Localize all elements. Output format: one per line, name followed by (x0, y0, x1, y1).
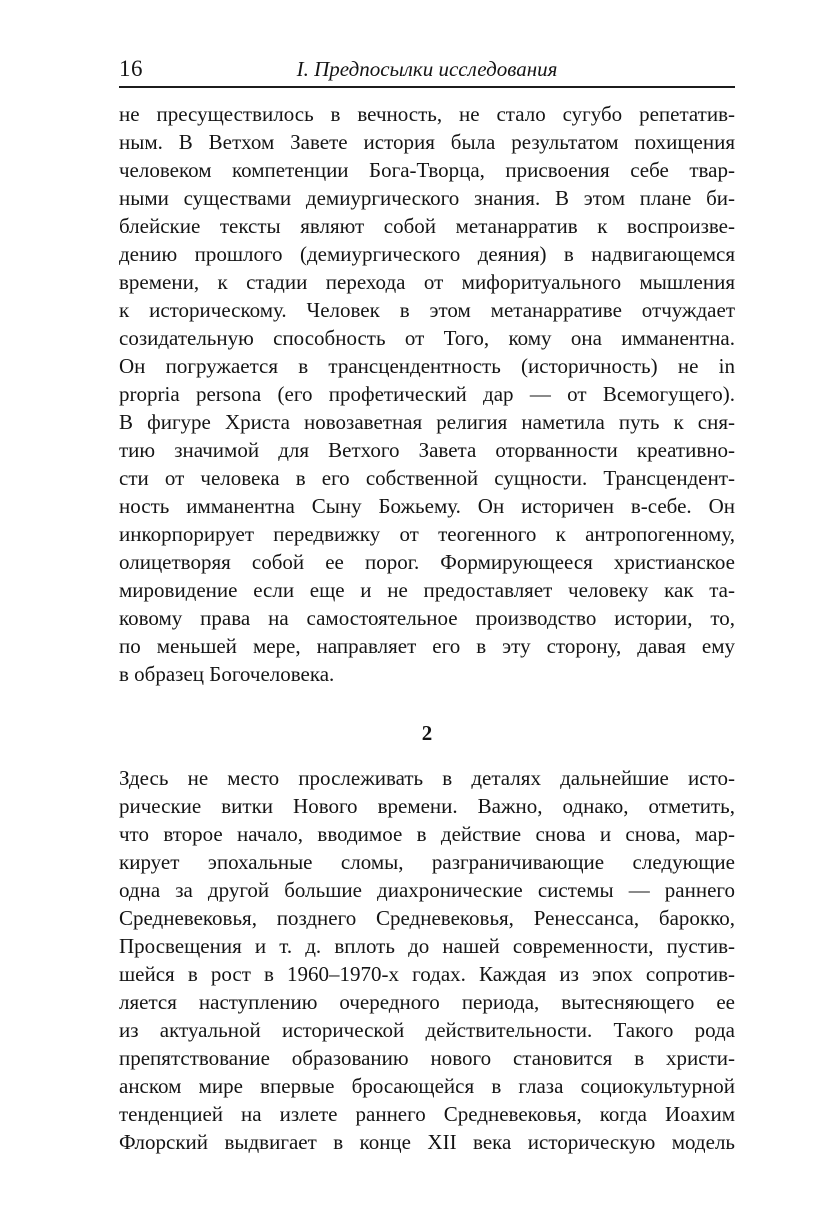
paragraph (119, 764, 735, 1156)
text-line: Здесь не место прослеживать в деталях дальнейшие исто- (119, 766, 735, 790)
text-line: препятствование образованию нового становится в христи- (119, 1046, 735, 1070)
text-line: ковому права на самостоятельное производство истории, то, (119, 606, 735, 630)
text-line: тенденцией на излете раннего Средневековья, когда Иоахим (119, 1102, 735, 1126)
text-line: рические витки Нового времени. Важно, однако, отметить, (119, 794, 735, 818)
text-line: дению прошлого (демиургического деяния) в надвигающемся (119, 242, 735, 266)
text-line: из актуальной исторической действительности. Такого рода (119, 1018, 735, 1042)
text-line: созидательную способность от Того, кому она имманентна. (119, 326, 735, 350)
section-number: 2 (421, 721, 433, 745)
text-line: кирует эпохальные сломы, разграничивающие следующие (119, 850, 735, 874)
text-line: инкорпорирует передвижку от теогенного к антропогенному, (119, 522, 735, 546)
text-line: что второе начало, вводимое в действие снова и снова, мар- (119, 822, 735, 846)
text-line: шейся в рост в 1960–1970-х годах. Каждая из эпох сопротив- (119, 962, 735, 986)
text-line: propria persona (его профетический дар — от Всемогущего). (119, 382, 735, 406)
page-body (119, 100, 735, 1156)
page-number: 16 (119, 56, 143, 81)
text-line: блейские тексты являют собой метанарратив к воспроизве- (119, 214, 735, 238)
text-line: олицетворяя собой ее порог. Формирующееся христианское (119, 550, 735, 574)
text-line: анском мире впервые бросающейся в глаза социокультурной (119, 1074, 735, 1098)
text-line: Флорский выдвигает в конце XII века историческую модель (119, 1130, 735, 1154)
text-line: В фигуре Христа новозаветная религия наметила путь к сня- (119, 410, 735, 434)
text-line: тию значимой для Ветхого Завета оторванности креативно- (119, 438, 735, 462)
paragraph (119, 100, 735, 688)
page-header (119, 56, 735, 84)
text-line: не пресуществилось в вечность, не стало сугубо репетатив- (119, 102, 735, 126)
text-line: ным. В Ветхом Завете история была результатом похищения (119, 130, 735, 154)
text-line: ными существами демиургического знания. В этом плане би- (119, 186, 735, 210)
text-line: по меньшей мере, направляет его в эту сторону, давая ему (119, 634, 735, 658)
text-line: сти от человека в его собственной сущности. Трансцендент- (119, 466, 735, 490)
text-line: в образец Богочеловека. (119, 662, 335, 686)
text-line: ляется наступлению очередного периода, вытесняющего ее (119, 990, 735, 1014)
header-rule (119, 86, 735, 88)
text-line: одна за другой большие диахронические системы — раннего (119, 878, 735, 902)
text-line: Средневековья, позднего Средневековья, Ренессанса, барокко, (119, 906, 735, 930)
text-line: к историческому. Человек в этом метанарративе отчуждает (119, 298, 735, 322)
text-line: времени, к стадии перехода от мифоритуального мышления (119, 270, 735, 294)
running-header-title: I. Предпосылки исследования (296, 57, 558, 81)
text-line: мировидение если еще и не предоставляет человеку как та- (119, 578, 735, 602)
text-line: Он погружается в трансцендентность (историчность) не in (119, 354, 735, 378)
text-line: Просвещения и т. д. вплоть до нашей современности, пустив- (119, 934, 735, 958)
text-line: ность имманентна Сыну Божьему. Он историчен в-себе. Он (119, 494, 735, 518)
text-line: человеком компетенции Бога-Творца, присвоения себе твар- (119, 158, 735, 182)
